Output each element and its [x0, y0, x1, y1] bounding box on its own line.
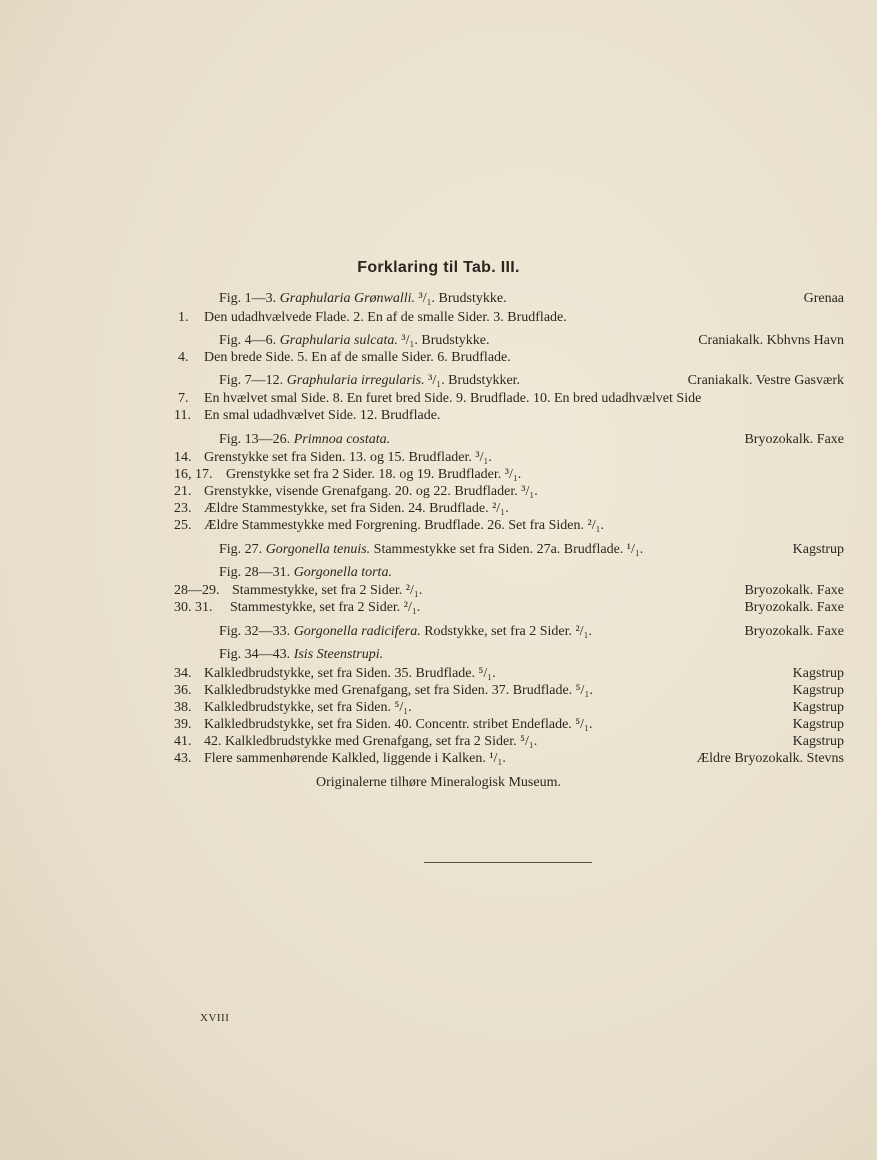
species-name: Gorgonella tenuis.: [265, 542, 371, 557]
fig-label: Fig. 4—6.: [219, 333, 277, 348]
fig-text: Kalkledbrudstykke, set fra Siden. 40. Concentr. stribet Endeflade. ⁵/₁.: [204, 717, 593, 732]
locality: Bryozokalk. Faxe: [744, 600, 844, 615]
fig-number: 16, 17.: [174, 467, 213, 482]
footer-note: Originalerne tilhøre Mineralogisk Museum.: [316, 775, 561, 790]
figure-line: [174, 466, 844, 483]
locality: Kagstrup: [792, 683, 844, 698]
page-number: XVIII: [200, 1012, 230, 1024]
figure-line: [174, 582, 844, 599]
fig-number: 25.: [174, 518, 192, 533]
fig-label: Fig. 13—26.: [219, 432, 291, 447]
fig-text: Den udadhvælvede Flade. 2. En af de smalle Sider. 3. Brudflade.: [204, 310, 567, 325]
fig-text: 42. Kalkledbrudstykke med Grenafgang, set fra 2 Sider. ⁵/₁.: [204, 734, 538, 749]
fig-label: Fig. 28—31.: [219, 565, 291, 580]
fig-desc: Rodstykke, set fra 2 Sider. ²/₁.: [424, 624, 592, 639]
fig-label: Fig. 32—33.: [219, 624, 291, 639]
species-name: Isis Steenstrupi.: [293, 647, 384, 662]
locality: Craniakalk. Vestre Gasværk: [687, 373, 844, 388]
fig-number: 14.: [174, 450, 192, 465]
fig-text: En hvælvet smal Side. 8. En furet bred Side. 9. Brudflade. 10. En bred udadhvælvet Side: [204, 391, 702, 406]
fig-number: 30. 31.: [174, 600, 213, 615]
fig-text: Grenstykke, visende Grenafgang. 20. og 22. Brudflader. ³/₁.: [204, 484, 538, 499]
fig-text: En smal udadhvælvet Side. 12. Brudflade.: [204, 408, 441, 423]
fig-desc: ³/₁. Brudstykke.: [418, 291, 507, 306]
fig-label: Fig. 34—43.: [219, 647, 291, 662]
figure-line: [174, 716, 844, 733]
figure-line: [174, 750, 844, 767]
fig-number: 4.: [178, 350, 189, 365]
fig-text: Flere sammenhørende Kalkled, liggende i Kalken. ¹/₁.: [204, 751, 506, 766]
fig-label: Fig. 1—3.: [219, 291, 277, 306]
figure-heading-28-31: [174, 564, 844, 581]
fig-text: Den brede Side. 5. En af de smalle Sider. 6. Brudflade.: [204, 350, 511, 365]
locality: Bryozokalk. Faxe: [744, 583, 844, 598]
locality: Kagstrup: [792, 700, 844, 715]
fig-label: Fig. 7—12.: [219, 373, 284, 388]
figure-line: [174, 500, 844, 517]
locality: Kagstrup: [792, 666, 844, 681]
figure-heading-1-3: [174, 290, 844, 307]
species-name: Primnoa costata.: [293, 432, 391, 447]
locality: Kagstrup: [792, 717, 844, 732]
figure-line: [174, 349, 844, 366]
figure-line: [174, 390, 844, 407]
fig-number: 39.: [174, 717, 192, 732]
fig-number: 11.: [174, 408, 191, 423]
fig-text: Ældre Stammestykke, set fra Siden. 24. Brudflade. ²/₁.: [204, 501, 509, 516]
fig-text: Grenstykke set fra 2 Sider. 18. og 19. Brudflader. ³/₁.: [226, 467, 522, 482]
figure-heading-32-33: [174, 623, 844, 640]
locality: Bryozokalk. Faxe: [744, 624, 844, 639]
locality: Bryozokalk. Faxe: [744, 432, 844, 447]
fig-number: 28—29.: [174, 583, 220, 598]
divider-rule: [424, 862, 592, 863]
species-name: Graphularia irregularis.: [286, 373, 425, 388]
figure-heading-34-43: [174, 646, 844, 663]
fig-number: 41.: [174, 734, 192, 749]
figure-line: [174, 309, 844, 326]
locality: Kagstrup: [792, 542, 844, 557]
fig-text: Stammestykke, set fra 2 Sider. ²/₁.: [230, 600, 421, 615]
figure-line: [174, 682, 844, 699]
figure-heading-13-26: [174, 431, 844, 448]
fig-text: Ældre Stammestykke med Forgrening. Brudflade. 26. Set fra Siden. ²/₁.: [204, 518, 604, 533]
fig-text: Kalkledbrudstykke, set fra Siden. 35. Brudflade. ⁵/₁.: [204, 666, 496, 681]
species-name: Graphularia Grønwalli.: [279, 291, 416, 306]
fig-desc: ³/₁. Brudstykke.: [401, 333, 490, 348]
figure-heading-7-12: [174, 372, 844, 389]
figure-line: [174, 699, 844, 716]
figure-line: [174, 483, 844, 500]
figure-line: [174, 449, 844, 466]
fig-text: Kalkledbrudstykke, set fra Siden. ⁵/₁.: [204, 700, 412, 715]
figure-line: [174, 733, 844, 750]
figure-line: [174, 599, 844, 616]
locality: Craniakalk. Kbhvns Havn: [698, 333, 844, 348]
locality: Kagstrup: [792, 734, 844, 749]
fig-number: 1.: [178, 310, 189, 325]
fig-number: 36.: [174, 683, 192, 698]
fig-text: Kalkledbrudstykke med Grenafgang, set fra Siden. 37. Brudflade. ⁵/₁.: [204, 683, 593, 698]
fig-desc: ³/₁. Brudstykker.: [428, 373, 521, 388]
figure-line: [174, 517, 844, 534]
fig-text: Stammestykke, set fra 2 Sider. ²/₁.: [232, 583, 423, 598]
fig-text: Grenstykke set fra Siden. 13. og 15. Brudflader. ³/₁.: [204, 450, 492, 465]
fig-number: 21.: [174, 484, 192, 499]
fig-number: 7.: [178, 391, 189, 406]
figure-line: [174, 407, 844, 424]
figure-line: [174, 665, 844, 682]
species-name: Gorgonella torta.: [293, 565, 392, 580]
species-name: Gorgonella radicifera.: [293, 624, 421, 639]
fig-number: 43.: [174, 751, 192, 766]
fig-label: Fig. 27.: [219, 542, 263, 557]
figure-heading-4-6: [174, 332, 844, 349]
species-name: Graphularia sulcata.: [279, 333, 398, 348]
fig-number: 34.: [174, 666, 192, 681]
fig-number: 38.: [174, 700, 192, 715]
page-title: Forklaring til Tab. III.: [357, 259, 520, 276]
locality: Ældre Bryozokalk. Stevns: [696, 751, 844, 766]
locality: Grenaa: [803, 291, 844, 306]
fig-number: 23.: [174, 501, 192, 516]
figure-heading-27: [174, 541, 844, 558]
fig-desc: Stammestykke set fra Siden. 27a. Brudflade. ¹/₁.: [373, 542, 644, 557]
